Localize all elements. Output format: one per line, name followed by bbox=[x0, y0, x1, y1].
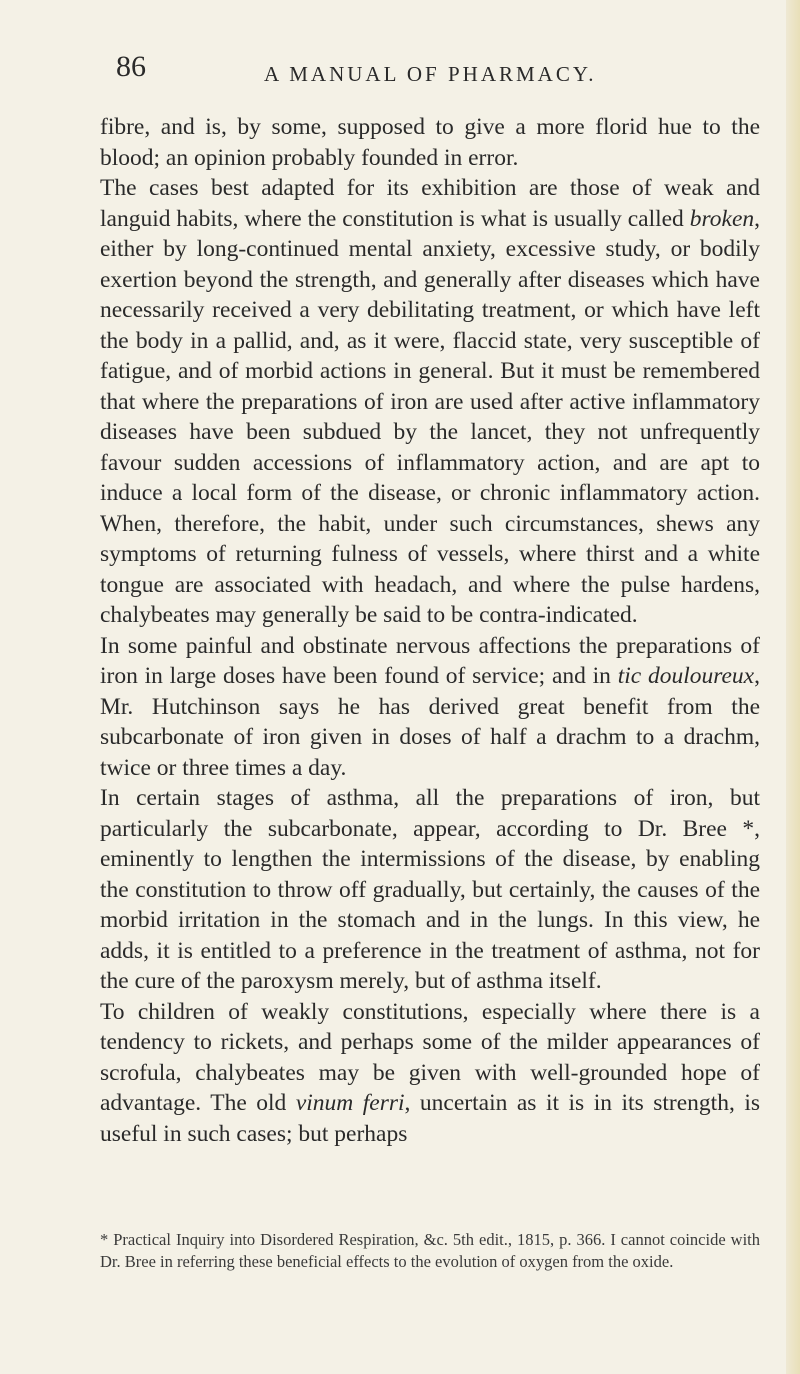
paragraph-text: To children of weakly constitutions, especially where there is a tendency to rickets, and perhaps some of the milder appearances of scrofula, chalybeates may be given with well-grounded hope of advantage. The old bbox=[100, 998, 760, 1116]
paragraph-text: , Mr. Hutchinson says he has derived great benefit from the subcarbonate of iron given in doses of half a drachm to a drachm, twice or three times a day. bbox=[100, 663, 760, 781]
paragraph-3 bbox=[100, 631, 760, 784]
paragraph-text: fibre, and is, by some, supposed to give a more florid hue to the blood; an opinion probably founded in error. bbox=[100, 114, 760, 171]
italic-term: tic douloureux bbox=[617, 663, 755, 689]
italic-term: vinum ferri bbox=[295, 1090, 405, 1116]
page-header bbox=[116, 50, 736, 90]
footnote: * Practical Inquiry into Disordered Respiration, &c. 5th edit., 1815, p. 366. I cannot coincide with Dr. Bree in referring these beneficial effects to the evolution of oxygen from the oxide. bbox=[100, 1230, 760, 1271]
paragraph-2 bbox=[100, 173, 760, 631]
running-head: A MANUAL OF PHARMACY. bbox=[264, 62, 597, 86]
paragraph-1 bbox=[100, 112, 760, 173]
paragraph-text: , either by long-continued mental anxiety, excessive study, or bodily exertion beyond the strength, and generally after diseases which have necessarily received a very debilitating treatment, or which have left the body in a pallid, and, as it were, flaccid state, very susceptible of fatigue, and of morbid actions in general. But it must be remembered that where the preparations of iron are used after active inflammatory diseases have been subdued by the lancet, they not unfrequently favour sudden accessions of inflammatory action, and are apt to induce a local form of the disease, or chronic inflammatory action. When, therefore, the habit, under such circumstances, shews any symptoms of returning fulness of vessels, where thirst and a white tongue are associated with headach, and where the pulse hardens, chalybeates may generally be said to be contra-indicated. bbox=[100, 205, 760, 628]
page-number: 86 bbox=[116, 50, 146, 83]
italic-term: broken bbox=[689, 205, 755, 232]
page-edge bbox=[786, 0, 800, 1374]
paragraph-text: In certain stages of asthma, all the preparations of iron, but particularly the subcarbonate, appear, according to Dr. Bree *, eminently to lengthen the intermissions of the disease, by enabling the constitution to throw off gradually, but certainly, the causes of the morbid irritation in the stomach and in the lungs. In this view, he adds, it is entitled to a preference in the treatment of asthma, not for the cure of the paroxysm merely, but of asthma itself. bbox=[100, 785, 760, 994]
paragraph-5 bbox=[100, 997, 760, 1150]
paragraph-text: , uncertain as it is in its strength, is useful in such cases; but perhaps bbox=[100, 1090, 761, 1147]
paragraph-text: The cases best adapted for its exhibition are those of weak and languid habits, where the constitution is what is usually called bbox=[100, 175, 760, 232]
paragraph-4 bbox=[100, 783, 760, 997]
paragraph-text: In some painful and obstinate nervous affections the preparations of iron in large doses have been found of service; and in bbox=[100, 632, 760, 689]
body-text bbox=[100, 112, 760, 1149]
